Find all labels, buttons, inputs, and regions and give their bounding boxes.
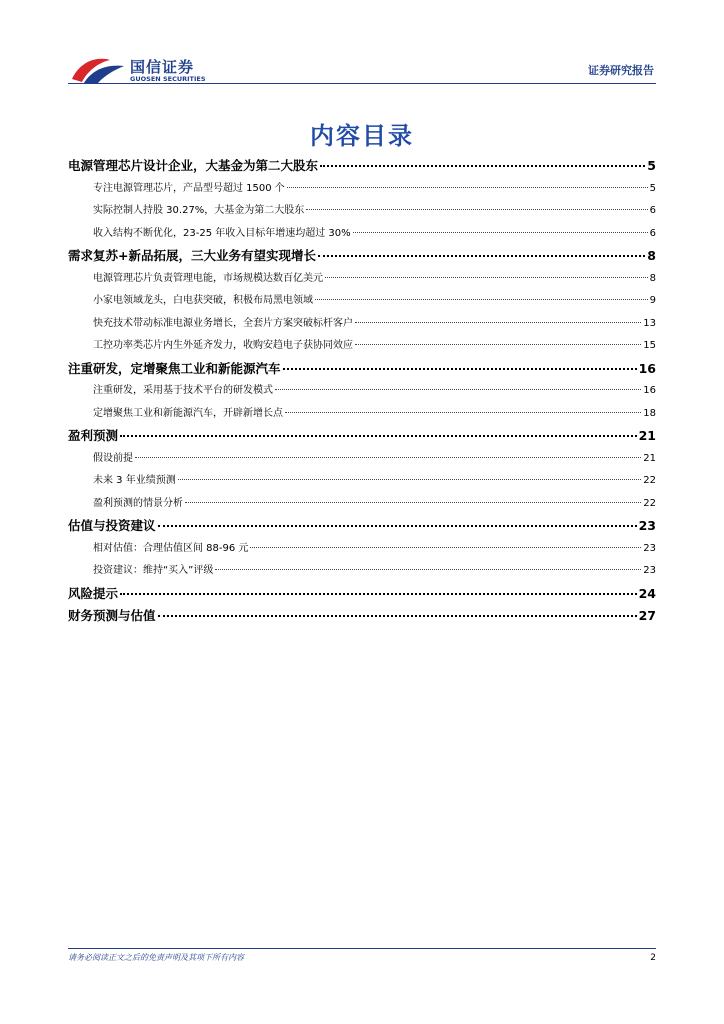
toc-leader-dots bbox=[178, 478, 642, 480]
toc-leader-dots bbox=[285, 411, 641, 413]
toc-subsection-entry[interactable] bbox=[68, 290, 656, 313]
guosen-logo-icon bbox=[70, 52, 126, 84]
toc-entry-page: 27 bbox=[638, 608, 656, 623]
toc-section-entry[interactable] bbox=[68, 515, 656, 538]
toc-leader-dots bbox=[318, 254, 645, 257]
toc-entry-title: 注重研发，定增聚焦工业和新能源汽车 bbox=[68, 360, 281, 376]
toc-section-entry[interactable] bbox=[68, 583, 656, 606]
toc-entry-title: 盈利预测的情景分析 bbox=[93, 497, 183, 509]
page-number: 2 bbox=[650, 953, 656, 963]
toc-entry-page: 23 bbox=[638, 518, 656, 533]
toc-entry-title: 收入结构不断优化，23-25 年收入目标年增速均超过 30% bbox=[93, 227, 351, 239]
toc-leader-dots bbox=[135, 456, 641, 458]
logo-text-en: GUOSEN SECURITIES bbox=[130, 75, 206, 83]
toc-entry-title: 注重研发，采用基于技术平台的研发模式 bbox=[93, 385, 273, 396]
toc-entry-page: 5 bbox=[649, 182, 656, 194]
toc-leader-dots bbox=[158, 614, 637, 617]
toc-leader-dots bbox=[325, 276, 648, 278]
toc-entry-page: 23 bbox=[643, 565, 656, 576]
toc-leader-dots bbox=[120, 434, 637, 437]
toc-section-entry[interactable] bbox=[68, 245, 656, 268]
toc-section-entry[interactable] bbox=[68, 605, 656, 628]
table-of-contents bbox=[68, 155, 656, 628]
toc-entry-title: 定增聚焦工业和新能源汽车，开辟新增长点 bbox=[93, 407, 283, 419]
toc-entry-title: 实际控制人持股 30.27%，大基金为第二大股东 bbox=[93, 205, 305, 216]
toc-entry-page: 16 bbox=[638, 360, 656, 376]
toc-subsection-entry[interactable] bbox=[68, 178, 656, 201]
toc-entry-title: 快充技术带动标准电源业务增长，全套片方案突破标杆客户 bbox=[93, 317, 353, 329]
toc-section-entry[interactable] bbox=[68, 358, 656, 381]
toc-entry-title: 风险提示 bbox=[68, 585, 119, 601]
toc-entry-title: 投资建议：维持“买入”评级 bbox=[93, 565, 214, 576]
toc-entry-page: 9 bbox=[649, 295, 656, 306]
toc-subsection-entry[interactable] bbox=[68, 223, 656, 246]
toc-leader-dots bbox=[355, 343, 641, 345]
toc-title: 内容目录 bbox=[310, 122, 414, 150]
toc-entry-page: 8 bbox=[647, 248, 656, 263]
toc-leader-dots bbox=[306, 208, 647, 210]
toc-entry-title: 相对估值：合理估值区间 88-96 元 bbox=[93, 542, 249, 554]
toc-subsection-entry[interactable] bbox=[68, 448, 656, 471]
toc-leader-dots bbox=[283, 367, 637, 370]
toc-subsection-entry[interactable] bbox=[68, 335, 656, 358]
toc-entry-title: 盈利预测 bbox=[68, 428, 119, 443]
toc-entry-page: 21 bbox=[643, 452, 656, 464]
toc-entry-title: 未来 3 年业绩预测 bbox=[93, 475, 176, 486]
toc-section-entry[interactable] bbox=[68, 425, 656, 448]
toc-entry-page: 21 bbox=[638, 428, 656, 443]
toc-entry-page: 6 bbox=[649, 227, 656, 239]
toc-leader-dots bbox=[120, 592, 637, 595]
page-header bbox=[68, 50, 656, 90]
footer-divider bbox=[68, 948, 656, 949]
toc-leader-dots bbox=[353, 231, 648, 233]
toc-entry-title: 估值与投资建议 bbox=[68, 518, 156, 533]
toc-subsection-entry[interactable] bbox=[68, 313, 656, 336]
toc-entry-page: 18 bbox=[643, 407, 656, 419]
toc-leader-dots bbox=[355, 321, 641, 323]
toc-leader-dots bbox=[215, 568, 641, 570]
toc-leader-dots bbox=[275, 388, 641, 390]
toc-entry-page: 13 bbox=[643, 317, 656, 329]
toc-entry-page: 23 bbox=[643, 542, 656, 554]
toc-subsection-entry[interactable] bbox=[68, 403, 656, 426]
toc-entry-title: 电源管理芯片负责管理电能，市场规模达数百亿美元 bbox=[93, 272, 323, 284]
toc-entry-page: 22 bbox=[643, 497, 656, 509]
toc-subsection-entry[interactable] bbox=[68, 493, 656, 516]
toc-leader-dots bbox=[250, 546, 641, 548]
toc-entry-title: 财务预测与估值 bbox=[68, 608, 156, 623]
toc-entry-page: 24 bbox=[638, 585, 656, 601]
toc-subsection-entry[interactable] bbox=[68, 470, 656, 493]
toc-entry-page: 15 bbox=[643, 340, 656, 351]
toc-entry-title: 电源管理芯片设计企业，大基金为第二大股东 bbox=[68, 158, 319, 173]
toc-entry-title: 工控功率类芯片内生外延齐发力，收购安趋电子获协同效应 bbox=[93, 340, 353, 351]
report-type-label: 证券研究报告 bbox=[588, 64, 654, 77]
toc-subsection-entry[interactable] bbox=[68, 538, 656, 561]
footer-disclaimer: 请务必阅读正文之后的免责声明及其项下所有内容 bbox=[68, 953, 244, 962]
logo-text-cn: 国信证券 bbox=[130, 58, 195, 76]
toc-entry-page: 5 bbox=[647, 158, 656, 173]
toc-leader-dots bbox=[287, 186, 648, 188]
toc-entry-title: 专注电源管理芯片，产品型号超过 1500 个 bbox=[93, 182, 285, 194]
toc-entry-page: 8 bbox=[649, 272, 656, 284]
toc-subsection-entry[interactable] bbox=[68, 268, 656, 291]
toc-subsection-entry[interactable] bbox=[68, 380, 656, 403]
toc-entry-title: 小家电领域龙头，白电获突破，积极布局黑电领域 bbox=[93, 295, 313, 306]
toc-leader-dots bbox=[320, 164, 645, 167]
header-divider bbox=[68, 83, 656, 84]
toc-leader-dots bbox=[315, 298, 648, 300]
toc-subsection-entry[interactable] bbox=[68, 560, 656, 583]
toc-entry-page: 16 bbox=[643, 385, 656, 396]
toc-entry-title: 需求复苏+新品拓展，三大业务有望实现增长 bbox=[68, 248, 316, 263]
toc-entry-title: 假设前提 bbox=[93, 452, 133, 464]
toc-leader-dots bbox=[185, 501, 641, 503]
toc-subsection-entry[interactable] bbox=[68, 200, 656, 223]
toc-entry-page: 6 bbox=[649, 205, 656, 216]
toc-entry-page: 22 bbox=[643, 475, 656, 486]
toc-leader-dots bbox=[158, 524, 637, 527]
toc-section-entry[interactable] bbox=[68, 155, 656, 178]
